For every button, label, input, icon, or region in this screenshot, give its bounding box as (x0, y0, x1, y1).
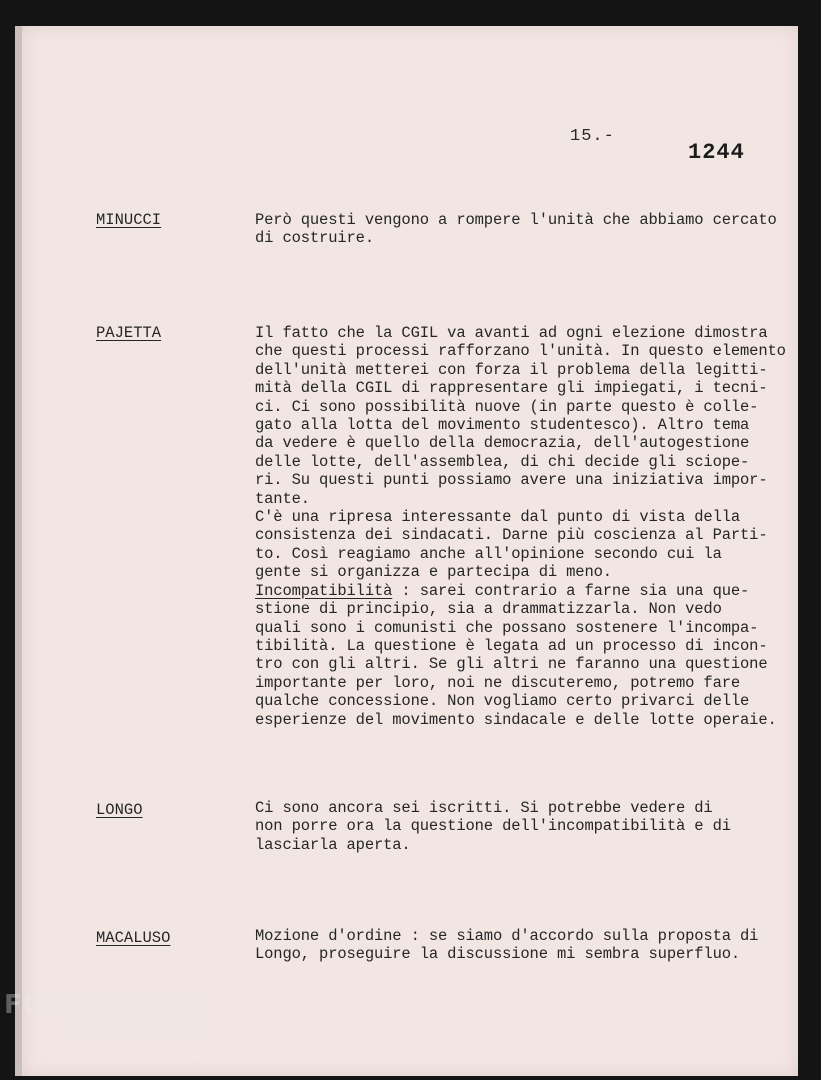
text-line-incompatibilita (255, 582, 815, 600)
text-line: importante per loro, noi ne discuteremo, potremo fare (255, 673, 741, 692)
text-line: gente si organizza e partecipa di meno. (255, 563, 612, 582)
text-line: quali sono i comunisti che possano sostenere l'incompa- (255, 618, 759, 637)
text-line: delle lotte, dell'assemblea, di chi decide gli sciope- (255, 452, 750, 471)
text-line: tro con gli altri. Se gli altri ne faranno una questione (255, 655, 768, 674)
watermark-line1: FONDAZIONE (4, 990, 208, 1020)
text-line: to. Così reagiamo anche all'opinione secondo cui la (255, 544, 722, 563)
text-line: Ci sono ancora sei iscritti. Si potrebbe vedere di (255, 799, 713, 817)
text-line: tibilità. La questione è legata ad un processo di incon- (255, 636, 768, 655)
speech-pajetta (255, 324, 815, 729)
text-line: stione di principio, sia a drammatizzarla. Non vedo (255, 600, 722, 619)
text-line: Però questi vengono a rompere l'unità che abbiamo cercato (255, 211, 777, 229)
page-number: 15.- (570, 127, 615, 146)
text-line: di costruire. (255, 229, 374, 248)
incompatibilita-heading: Incompatibilità (255, 581, 393, 600)
text-line: esperienze del movimento sindacale e delle lotte operaie. (255, 710, 777, 729)
text-line: da vedere è quello della democrazia, dell'autogestione (255, 434, 750, 453)
speaker-minucci: MINUCCI (96, 211, 162, 229)
fondazione-gramsci-watermark (4, 990, 208, 1060)
text-line: ri. Su questi punti possiamo avere una iniziativa impor- (255, 471, 768, 490)
text-line: che questi processi rafforzano l'unità. In questo elemento (255, 342, 786, 361)
speaker-pajetta: PAJETTA (96, 324, 162, 342)
text-line: qualche concessione. Non vogliamo certo privarci delle (255, 692, 750, 711)
text-line: mità della CGIL di rappresentare gli impiegati, i tecni- (255, 379, 768, 398)
speaker-macaluso: MACALUSO (96, 929, 171, 947)
watermark-line2: GRAMSCI (66, 1016, 208, 1046)
speech-macaluso (255, 927, 815, 964)
text-line: ci. Ci sono possibilità nuove (in parte questo è colle- (255, 397, 759, 416)
text-fragment: : sarei contrario a farne sia una que- (392, 581, 750, 600)
text-line: lasciarla aperta. (255, 835, 411, 854)
watermark-line3: onlus (180, 1050, 205, 1060)
text-line: consistenza dei sindacati. Darne più coscienza al Parti- (255, 526, 768, 545)
text-line: Longo, proseguire la discussione mi sembra superfluo. (255, 945, 741, 964)
text-line: Il fatto che la CGIL va avanti ad ogni elezione dimostra (255, 324, 768, 342)
text-line: gato alla lotta del movimento studentesco). Altro tema (255, 416, 750, 435)
text-line: tante. (255, 489, 310, 508)
speech-longo (255, 799, 815, 854)
speaker-longo: LONGO (96, 801, 143, 819)
speech-minucci (255, 211, 815, 248)
folio-number: 1244 (688, 140, 745, 165)
text-line: Mozione d'ordine : se siamo d'accordo sulla proposta di (255, 927, 759, 945)
text-line: dell'unità metterei con forza il problema della legitti- (255, 360, 768, 379)
text-line: C'è una ripresa interessante dal punto di vista della (255, 508, 741, 527)
text-line: non porre ora la questione dell'incompatibilità e di (255, 817, 731, 836)
